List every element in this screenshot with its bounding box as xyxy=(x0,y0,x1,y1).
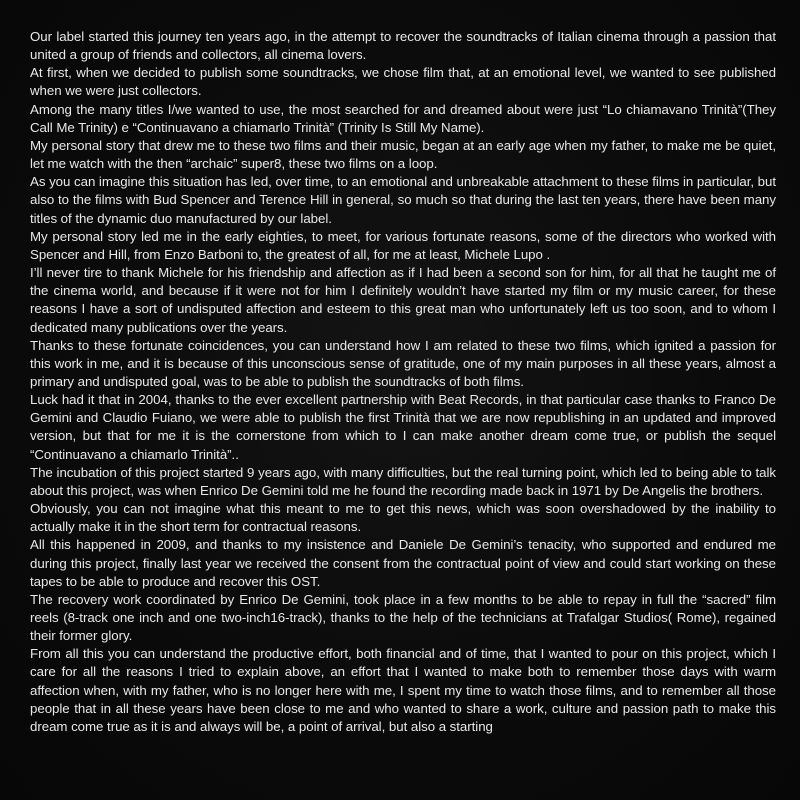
paragraph-productive-effort: From all this you can understand the productive effort, both financial and of time, that I wanted to pour on this project, which I care for all the reasons I tried to explain above, an effort that I wanted to make both to remember those days with warm affection when, with my father, who is no longer here with me, I spent my time to watch those films, and to remember all those people that in all these years have been close to me and who wanted to share a work, culture and passion path to make this dream come true as it is and always will be, a point of arrival, but also a starting xyxy=(30,646,776,734)
paragraph-michele-lupo: I’ll never tire to thank Michele for his friendship and affection as if I had been a second son for him, for all that he taught me of the cinema world, and because if it were not for him I definitely wouldn’t have started my film or my music career, for these reasons I have a sort of undisputed affection and esteem to this great man who unfortunately left us too soon, and to whom I dedicated many publications over the years. xyxy=(30,265,776,335)
paragraph-2004-release: Luck had it that in 2004, thanks to the ever excellent partnership with Beat Records, in that particular case thanks to Franco De Gemini and Claudio Fuiano, we were able to publish the first Trinità that we are now republishing in an updated and improved version, but that for me it is the cornerstone from which to I can make another dream come true, or publish the sequel “Continuavano a chiamarlo Trinità”.. xyxy=(30,392,776,462)
paragraph-first-releases: At first, when we decided to publish some soundtracks, we chose film that, at an emotional level, we wanted to see published when we were just collectors. xyxy=(30,65,776,99)
liner-notes-text xyxy=(30,28,776,736)
paragraph-label-origin: Our label started this journey ten years ago, in the attempt to recover the soundtracks of Italian cinema through a passion that united a group of friends and collectors, all cinema lovers. xyxy=(30,29,776,63)
paragraph-news: Obviously, you can not imagine what this meant to me to get this news, which was soon overshadowed by the inability to actually make it in the short term for contractual reasons. xyxy=(30,501,776,535)
paragraph-2009: All this happened in 2009, and thanks to my insistence and Daniele De Gemini’s tenacity, who supported and endured me during this project, finally last year we received the consent from the contractual point of view and could start working on these tapes to be able to produce and recover this OST. xyxy=(30,537,776,589)
paragraph-recovery-work: The recovery work coordinated by Enrico De Gemini, took place in a few months to be able to repay in full the “sacred” film reels (8-track one inch and one two-inch16-track), thanks to the help of the technicians at Trafalgar Studios( Rome), regained their former glory. xyxy=(30,591,776,644)
paragraph-coincidences: Thanks to these fortunate coincidences, you can understand how I am related to these two films, which ignited a passion for this work in me, and it is because of this unconscious sense of gratitude, one of my main purposes in all these years, almost a primary and undisputed goal, was to be able to publish the soundtracks of both films. xyxy=(30,337,776,389)
paragraph-trinity-titles: Among the many titles I/we wanted to use, the most searched for and dreamed about were just “Lo chiamavano Trinità”(They Call Me Trinity) e “Continuavano a chiamarlo Trinità” (Trinity Is Still My Name). xyxy=(30,101,776,135)
paragraph-attachment: As you can imagine this situation has led, over time, to an emotional and unbreakable attachment to these films in particular, but also to the films with Bud Spencer and Terence Hill in general, so much so that during the last ten years, there have been many titles of the dynamic duo manufactured by our label. xyxy=(30,174,776,226)
paragraph-directors: My personal story led me in the early eighties, to meet, for various fortunate reasons, some of the directors who worked with Spencer and Hill, from Enzo Barboni to, the greatest of all, for me at least, Michele Lupo . xyxy=(30,228,776,262)
paragraph-personal-story: My personal story that drew me to these two films and their music, began at an early age when my father, to make me be quiet, let me watch with the then “archaic” super8, these two films on a loop. xyxy=(30,137,776,172)
paragraph-incubation: The incubation of this project started 9 years ago, with many difficulties, but the real turning point, which led to being able to talk about this project, was when Enrico De Gemini told me he found the recording made back in 1971 by De Angelis the brothers. xyxy=(30,464,776,498)
